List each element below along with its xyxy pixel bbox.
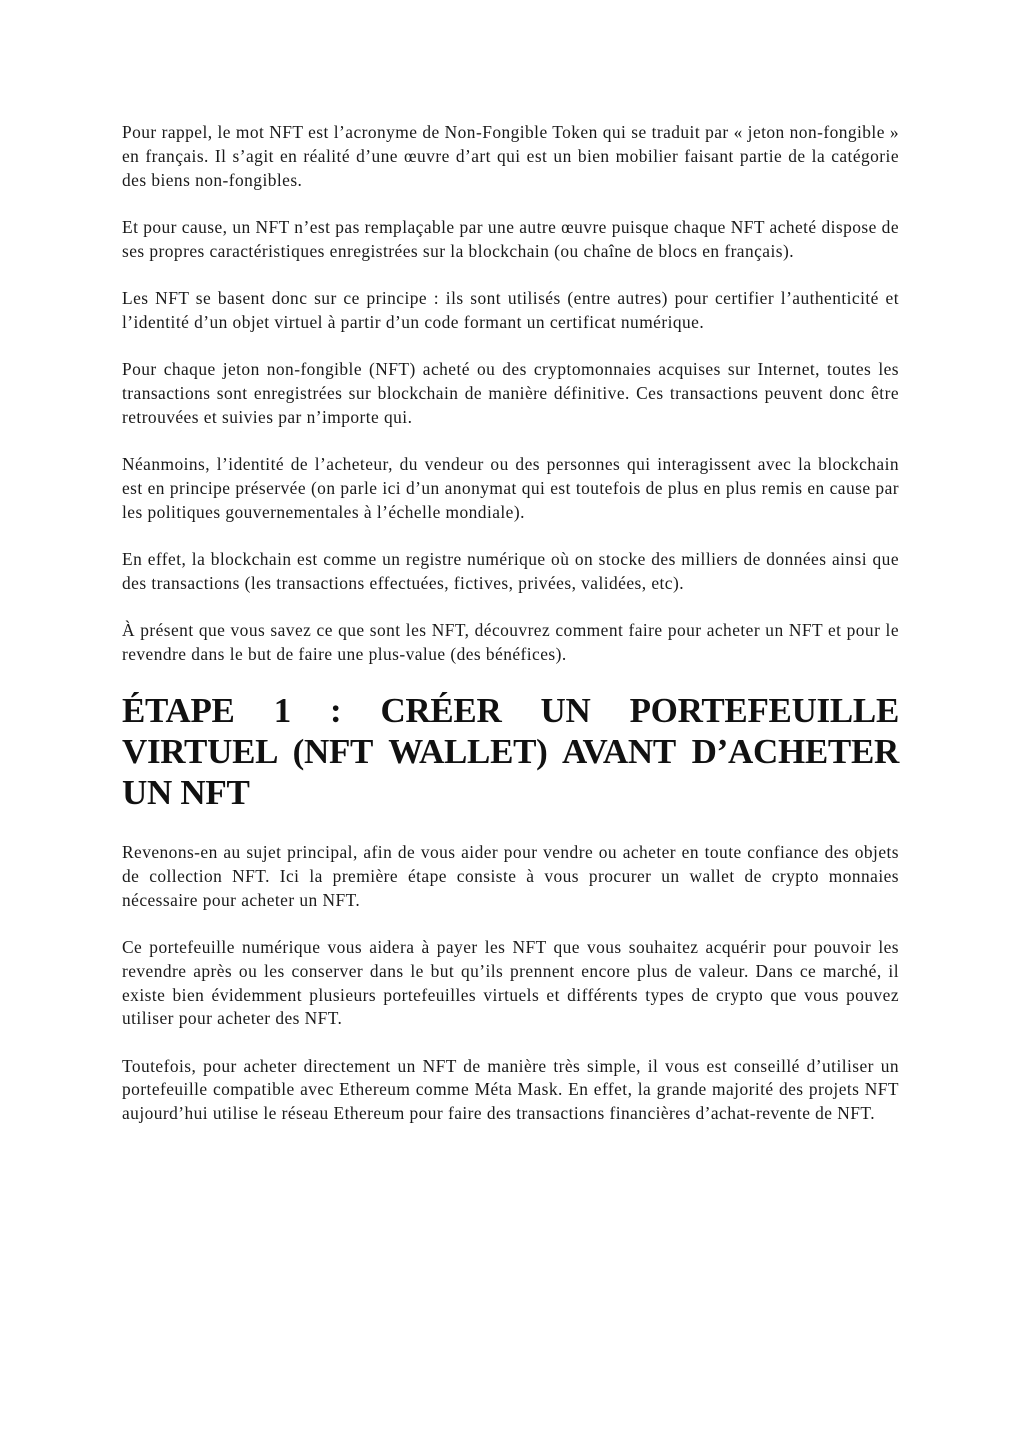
paragraph-registry: En effet, la blockchain est comme un registre numérique où on stocke des milliers de données ainsi que des transactions (les transactions effectuées, fictives, privées, validées, etc). (122, 548, 899, 593)
paragraph-certificate: Les NFT se basent donc sur ce principe : ils sont utilisés (entre autres) pour certifier l’authenticité et l’identité d’un objet virtuel à partir d’un code formant un certificat numérique. (122, 287, 899, 332)
document-page (122, 121, 899, 1150)
paragraph-ethereum: Toutefois, pour acheter directement un NFT de manière très simple, il vous est conseillé d’utiliser un portefeuille compatible avec Ethereum comme Méta Mask. En effet, la grande majorité des projets NFT aujourd’hui utilise le réseau Ethereum pour faire des transactions financières d’achat-revente de NFT. (122, 1055, 899, 1124)
paragraph-nft-definition: Pour rappel, le mot NFT est l’acronyme de Non-Fongible Token qui se traduit par « jeton non-fongible » en français. Il s’agit en réalité d’une œuvre d’art qui est un bien mobilier faisant partie de la catégorie des biens non-fongibles. (122, 122, 899, 190)
paragraph-wallet-usage: Ce portefeuille numérique vous aidera à payer les NFT que vous souhaitez acquérir pour pouvoir les revendre après ou les conserver dans le but qu’ils prennent encore plus de valeur. Dans ce marché, il existe bien évidemment plusieurs portefeuilles virtuels et différents types de crypto que vous pouvez utiliser pour acheter des NFT. (122, 936, 899, 1029)
paragraph-transition: À présent que vous savez ce que sont les NFT, découvrez comment faire pour acheter un NFT et pour le revendre dans le but de faire une plus-value (des bénéfices). (122, 619, 899, 664)
section-heading-step-1: ÉTAPE 1 : CRÉER UN PORTEFEUILLE VIRTUEL (NFT WALLET) AVANT D’ACHETER UN NFT (122, 691, 899, 813)
paragraph-transactions: Pour chaque jeton non-fongible (NFT) acheté ou des cryptomonnaies acquises sur Internet, toutes les transactions sont enregistrées sur blockchain de manière définitive. Ces transactions peuvent donc être retrouvées et suivies par n’importe qui. (122, 359, 899, 427)
paragraph-non-replaceable: Et pour cause, un NFT n’est pas remplaçable par une autre œuvre puisque chaque NFT acheté dispose de ses propres caractéristiques enregistrées sur la blockchain (ou chaîne de blocs en français). (122, 216, 899, 261)
paragraph-anonymity: Néanmoins, l’identité de l’acheteur, du vendeur ou des personnes qui interagissent avec la blockchain est en principe préservée (on parle ici d’un anonymat qui est toutefois de plus en plus remis en cause par les politiques gouvernementales à l’échelle mondiale). (122, 453, 899, 522)
paragraph-wallet-intro: Revenons-en au sujet principal, afin de vous aider pour vendre ou acheter en toute confiance des objets de collection NFT. Ici la première étape consiste à vous procurer un wallet de crypto monnaies nécessaire pour acheter un NFT. (122, 842, 899, 910)
